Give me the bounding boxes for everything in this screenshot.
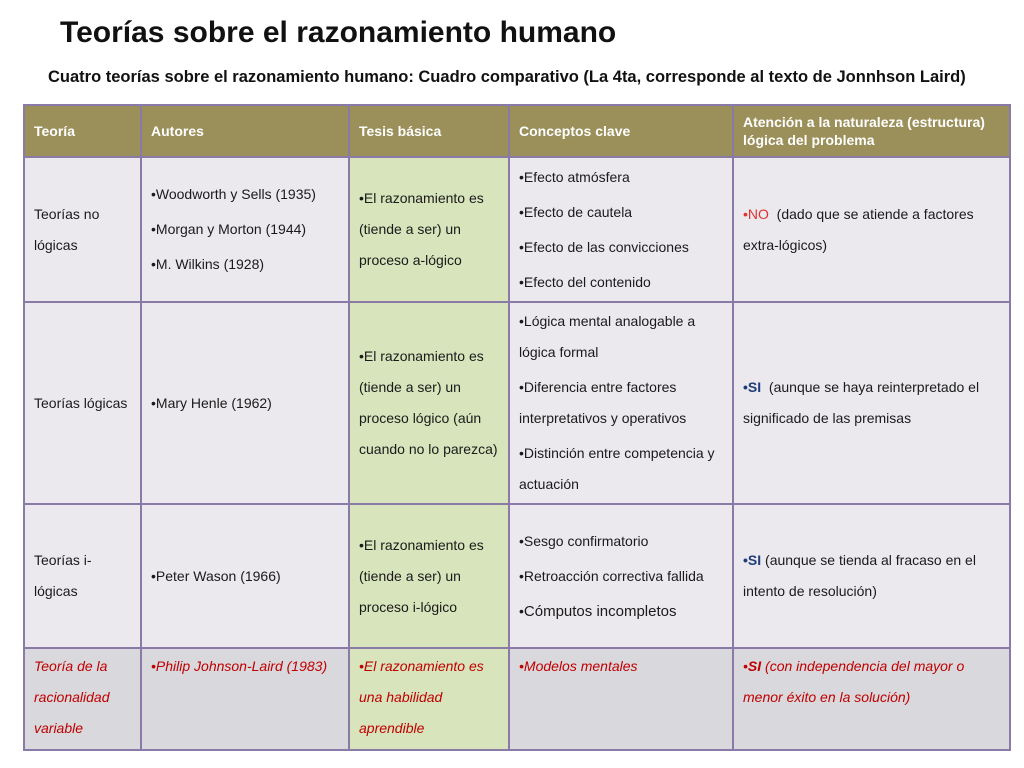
concept-item: •Efecto de las convicciones bbox=[519, 238, 689, 255]
concept-text: Cómputos incompletos bbox=[523, 602, 677, 620]
cell-autores bbox=[141, 648, 349, 750]
header-conceptos: Conceptos clave bbox=[509, 105, 733, 157]
cell-conceptos bbox=[509, 648, 733, 750]
concept-item: •Efecto de cautela bbox=[519, 203, 633, 220]
cell-tesis: •El razonamiento es una habilidad aprendible bbox=[349, 648, 509, 750]
cell-tesis: •El razonamiento es (tiende a ser) un proceso a-lógico bbox=[349, 157, 509, 302]
cell-conceptos bbox=[509, 157, 733, 302]
concept-item: •Efecto atmósfera bbox=[519, 168, 630, 185]
cell-autores bbox=[141, 302, 349, 504]
concept-item: •Diferencia entre factores interpretativos y operativos bbox=[519, 379, 687, 426]
cell-autores bbox=[141, 157, 349, 302]
atencion-key: •NO bbox=[743, 205, 769, 222]
page-subtitle: Cuatro teorías sobre el razonamiento humano: Cuadro comparativo (La 4ta, corresponde al texto de Jonnhson Laird) bbox=[48, 68, 966, 86]
author-item: •Peter Wason (1966) bbox=[151, 567, 281, 584]
atencion-bullet: • bbox=[743, 658, 748, 674]
table-row bbox=[24, 157, 1010, 302]
cell-tesis: •El razonamiento es (tiende a ser) un proceso lógico (aún cuando no lo parezca) bbox=[349, 302, 509, 504]
atencion-text: (dado que se atiende a factores extra-lógicos) bbox=[743, 205, 978, 253]
atencion-key: SI bbox=[747, 552, 762, 568]
cell-teoria: Teorías no lógicas bbox=[24, 157, 141, 302]
atencion-key: SI bbox=[747, 658, 762, 674]
cell-teoria: Teorías i-lógicas bbox=[24, 504, 141, 648]
comparison-table bbox=[23, 104, 1011, 751]
table-row bbox=[24, 302, 1010, 504]
header-autores: Autores bbox=[141, 105, 349, 157]
header-teoria: Teoría bbox=[24, 105, 141, 157]
author-item: •M. Wilkins (1928) bbox=[151, 256, 265, 272]
atencion-text: (aunque se haya reinterpretado el significado de las premisas bbox=[743, 379, 983, 426]
cell-atencion bbox=[733, 504, 1010, 648]
cell-autores bbox=[141, 504, 349, 648]
cell-atencion bbox=[733, 157, 1010, 302]
header-tesis: Tesis básica bbox=[349, 105, 509, 157]
atencion-text: (aunque se tienda al fracaso en el intento de resolución) bbox=[743, 552, 980, 599]
table-header-row bbox=[24, 105, 1010, 157]
concept-item: •Distinción entre competencia y actuación bbox=[519, 445, 715, 492]
cell-atencion bbox=[733, 302, 1010, 504]
author-item: •Woodworth y Sells (1935) bbox=[151, 186, 316, 202]
author-item: •Mary Henle (1962) bbox=[151, 394, 272, 411]
atencion-text: (con independencia del mayor o menor éxito en la solución) bbox=[743, 658, 969, 705]
author-item: •Philip Johnson-Laird (1983) bbox=[151, 658, 328, 674]
concept-item: •Retroacción correctiva fallida bbox=[519, 567, 704, 584]
concept-item: •Sesgo confirmatorio bbox=[519, 532, 649, 549]
header-atencion: Atención a la naturaleza (estructura) lógica del problema bbox=[733, 105, 1010, 157]
cell-conceptos bbox=[509, 302, 733, 504]
atencion-bullet: • bbox=[743, 379, 748, 395]
table-row bbox=[24, 504, 1010, 648]
cell-teoria: Teoría de la racionalidad variable bbox=[24, 648, 141, 750]
table-row bbox=[24, 648, 1010, 750]
cell-teoria: Teorías lógicas bbox=[24, 302, 141, 504]
cell-atencion bbox=[733, 648, 1010, 750]
atencion-bullet: • bbox=[743, 552, 748, 568]
cell-tesis: •El razonamiento es (tiende a ser) un proceso i-lógico bbox=[349, 504, 509, 648]
concept-item: •Efecto del contenido bbox=[519, 273, 651, 290]
concept-bullet: • bbox=[519, 602, 524, 619]
cell-conceptos bbox=[509, 504, 733, 648]
atencion-key: SI bbox=[747, 379, 762, 395]
concept-item: •Lógica mental analogable a lógica formal bbox=[519, 313, 696, 360]
author-item: •Morgan y Morton (1944) bbox=[151, 221, 307, 237]
concept-item: •Modelos mentales bbox=[519, 658, 638, 674]
concept-item bbox=[519, 596, 723, 627]
page-title: Teorías sobre el razonamiento humano bbox=[60, 16, 617, 49]
